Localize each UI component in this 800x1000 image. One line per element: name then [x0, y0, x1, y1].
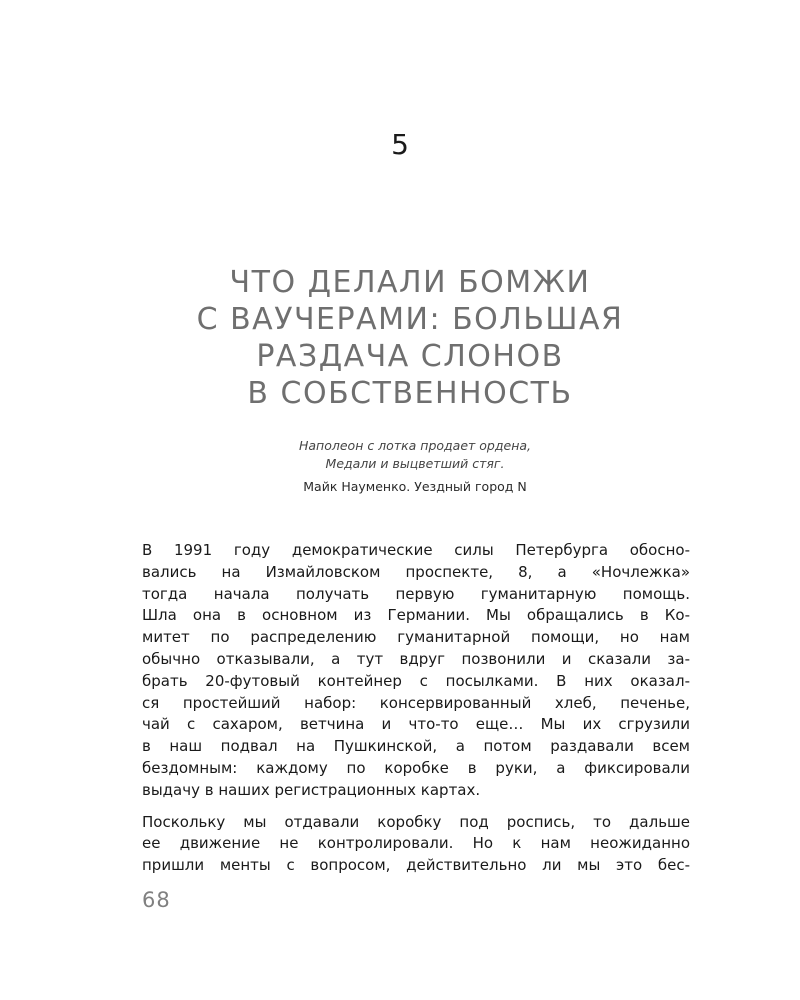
text-line: в наш подвал на Пушкинской, а потом раздавали всем: [142, 737, 690, 756]
text-line: Шла она в основном из Германии. Мы обращались в Ко-: [142, 606, 690, 625]
text-line: ее движение не контролировали. Но к нам неожиданно: [142, 834, 690, 853]
text-line: В 1991 году демократические силы Петербурга обосно-: [142, 541, 690, 559]
text-line: обычно отказывали, а тут вдруг позвонили и сказали за-: [142, 649, 690, 668]
text-line: бездомным: каждому по коробке в руки, а фиксировали: [142, 758, 690, 777]
text-line: митет по распределению гуманитарной помощи, но нам: [142, 628, 690, 647]
text-line: вались на Измайловском проспекте, 8, а «Ночлежка»: [142, 562, 690, 581]
epigraph-line: Медали и выцветший стяг.: [325, 456, 505, 471]
chapter-number: 5: [391, 128, 409, 161]
text-line: пришли менты с вопросом, действительно ли мы это бес-: [142, 856, 690, 875]
chapter-title-line: В СОБСТВЕННОСТЬ: [247, 376, 573, 411]
text-line: брать 20-футовый контейнер с посылками. В них оказал-: [142, 671, 690, 690]
page-number: 68: [142, 888, 171, 912]
chapter-title: [150, 264, 670, 412]
text-line: ся простейший набор: консервированный хлеб, печенье,: [142, 693, 690, 712]
chapter-title-line: ЧТО ДЕЛАЛИ БОМЖИ: [229, 265, 591, 300]
text-line: Поскольку мы отдавали коробку под роспись, то дальше: [142, 812, 690, 831]
paragraph: [142, 812, 690, 877]
epigraph-line: Наполеон с лотка продает ордена,: [298, 438, 532, 453]
text-line: чай с сахаром, ветчина и что-то еще… Мы их сгрузили: [142, 715, 690, 734]
body-text: [142, 540, 690, 877]
chapter-title-line: РАЗДАЧА СЛОНОВ: [256, 339, 564, 374]
text-line: тогда начала получать первую гуманитарную помощь.: [142, 584, 690, 603]
epigraph: [200, 437, 630, 496]
chapter-title-line: С ВАУЧЕРАМИ: БОЛЬШАЯ: [196, 302, 624, 337]
epigraph-source: Майк Науменко. Уездный город N: [303, 479, 527, 494]
text-line: выдачу в наших регистрационных картах.: [142, 780, 481, 799]
paragraph: [142, 540, 690, 802]
